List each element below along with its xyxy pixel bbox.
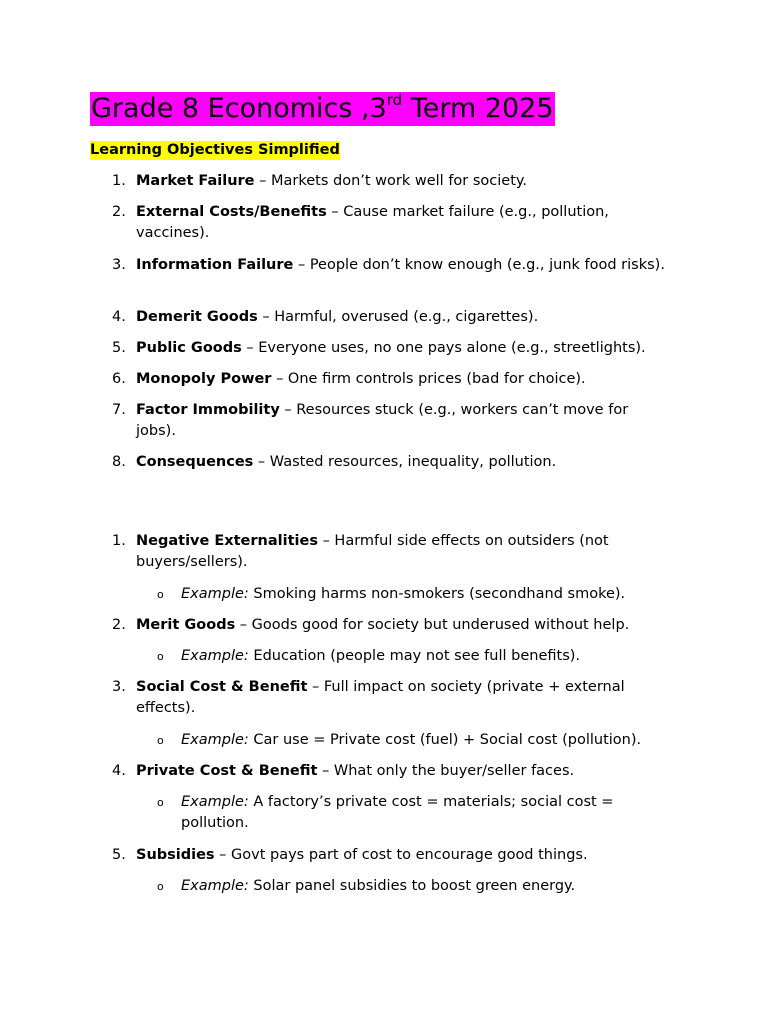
list-item	[112, 400, 672, 442]
item-term: Public Goods	[136, 340, 242, 356]
item-text: – Markets don’t work well for society.	[254, 173, 528, 189]
item-number: 4.	[112, 763, 126, 779]
item-term: Private Cost & Benefit	[136, 763, 318, 779]
item-text: – Harmful, overused (e.g., cigarettes).	[257, 309, 539, 325]
title-end: Term 2025	[402, 93, 554, 124]
example-text: Smoking harms non-smokers (secondhand smoke).	[248, 586, 626, 602]
item-term: Subsidies	[136, 847, 215, 863]
list-item	[112, 452, 672, 473]
example-text: Education (people may not see full benefits).	[248, 648, 581, 664]
item-number: 1.	[112, 173, 126, 189]
item-text: – Everyone uses, no one pays alone (e.g., streetlights).	[241, 340, 646, 356]
list-item	[112, 369, 672, 390]
item-term: Factor Immobility	[136, 402, 280, 418]
example-item	[157, 730, 667, 751]
example-lead: Example:	[181, 586, 249, 602]
bullet-icon: o	[157, 796, 164, 809]
list-item	[112, 761, 672, 782]
bullet-icon: o	[157, 734, 164, 747]
list-item	[112, 677, 672, 719]
item-number: 3.	[112, 679, 126, 695]
item-number: 7.	[112, 402, 126, 418]
item-text: – What only the buyer/seller faces.	[317, 763, 575, 779]
list-item	[112, 531, 672, 573]
item-term: Monopoly Power	[136, 371, 272, 387]
example-text: Solar panel subsidies to boost green energy.	[248, 878, 576, 894]
item-text: – Goods good for society but underused without help.	[235, 617, 630, 633]
item-number: 2.	[112, 204, 126, 220]
item-term: Social Cost & Benefit	[136, 679, 308, 695]
example-item	[157, 792, 627, 834]
example-text: A factory’s private cost = materials; social cost = pollution.	[181, 794, 614, 831]
example-lead: Example:	[181, 732, 249, 748]
list-item	[112, 171, 672, 192]
section-heading-text: Learning Objectives Simplified	[90, 142, 340, 158]
item-term: Consequences	[136, 454, 254, 470]
page-title	[90, 92, 555, 126]
title-superscript: rd	[386, 91, 403, 109]
example-lead: Example:	[181, 648, 249, 664]
item-text: – Govt pays part of cost to encourage good things.	[214, 847, 588, 863]
item-number: 3.	[112, 257, 126, 273]
item-number: 2.	[112, 617, 126, 633]
list-item	[112, 615, 672, 636]
list-item	[112, 255, 672, 276]
item-term: Market Failure	[136, 173, 255, 189]
bullet-icon: o	[157, 880, 164, 893]
item-term: Demerit Goods	[136, 309, 258, 325]
list-item	[112, 202, 672, 244]
item-term: Negative Externalities	[136, 533, 318, 549]
item-term: Merit Goods	[136, 617, 236, 633]
item-number: 4.	[112, 309, 126, 325]
example-item	[157, 876, 667, 897]
title-main: Grade 8 Economics ,3	[91, 93, 387, 124]
list-item	[112, 845, 672, 866]
item-term: External Costs/Benefits	[136, 204, 327, 220]
list-item	[112, 307, 672, 328]
section-heading	[90, 141, 340, 160]
example-item	[157, 646, 667, 667]
item-text: – Cause market failure (e.g., pollution, vaccines).	[136, 204, 609, 241]
item-text: – Harmful side effects on outsiders (not buyers/sellers).	[136, 533, 609, 570]
item-text: – Full impact on society (private + external effects).	[136, 679, 625, 716]
item-number: 5.	[112, 847, 126, 863]
example-text: Car use = Private cost (fuel) + Social cost (pollution).	[248, 732, 642, 748]
list-item	[112, 338, 682, 359]
item-text: – One firm controls prices (bad for choice).	[271, 371, 586, 387]
item-number: 1.	[112, 533, 126, 549]
bullet-icon: o	[157, 650, 164, 663]
example-item	[157, 584, 667, 605]
example-lead: Example:	[181, 794, 249, 810]
item-number: 5.	[112, 340, 126, 356]
item-term: Information Failure	[136, 257, 294, 273]
item-number: 8.	[112, 454, 126, 470]
bullet-icon: o	[157, 588, 164, 601]
item-text: – Resources stuck (e.g., workers can’t move for jobs).	[136, 402, 629, 439]
example-lead: Example:	[181, 878, 249, 894]
item-text: – Wasted resources, inequality, pollution.	[253, 454, 557, 470]
item-number: 6.	[112, 371, 126, 387]
item-text: – People don’t know enough (e.g., junk food risks).	[293, 257, 665, 273]
